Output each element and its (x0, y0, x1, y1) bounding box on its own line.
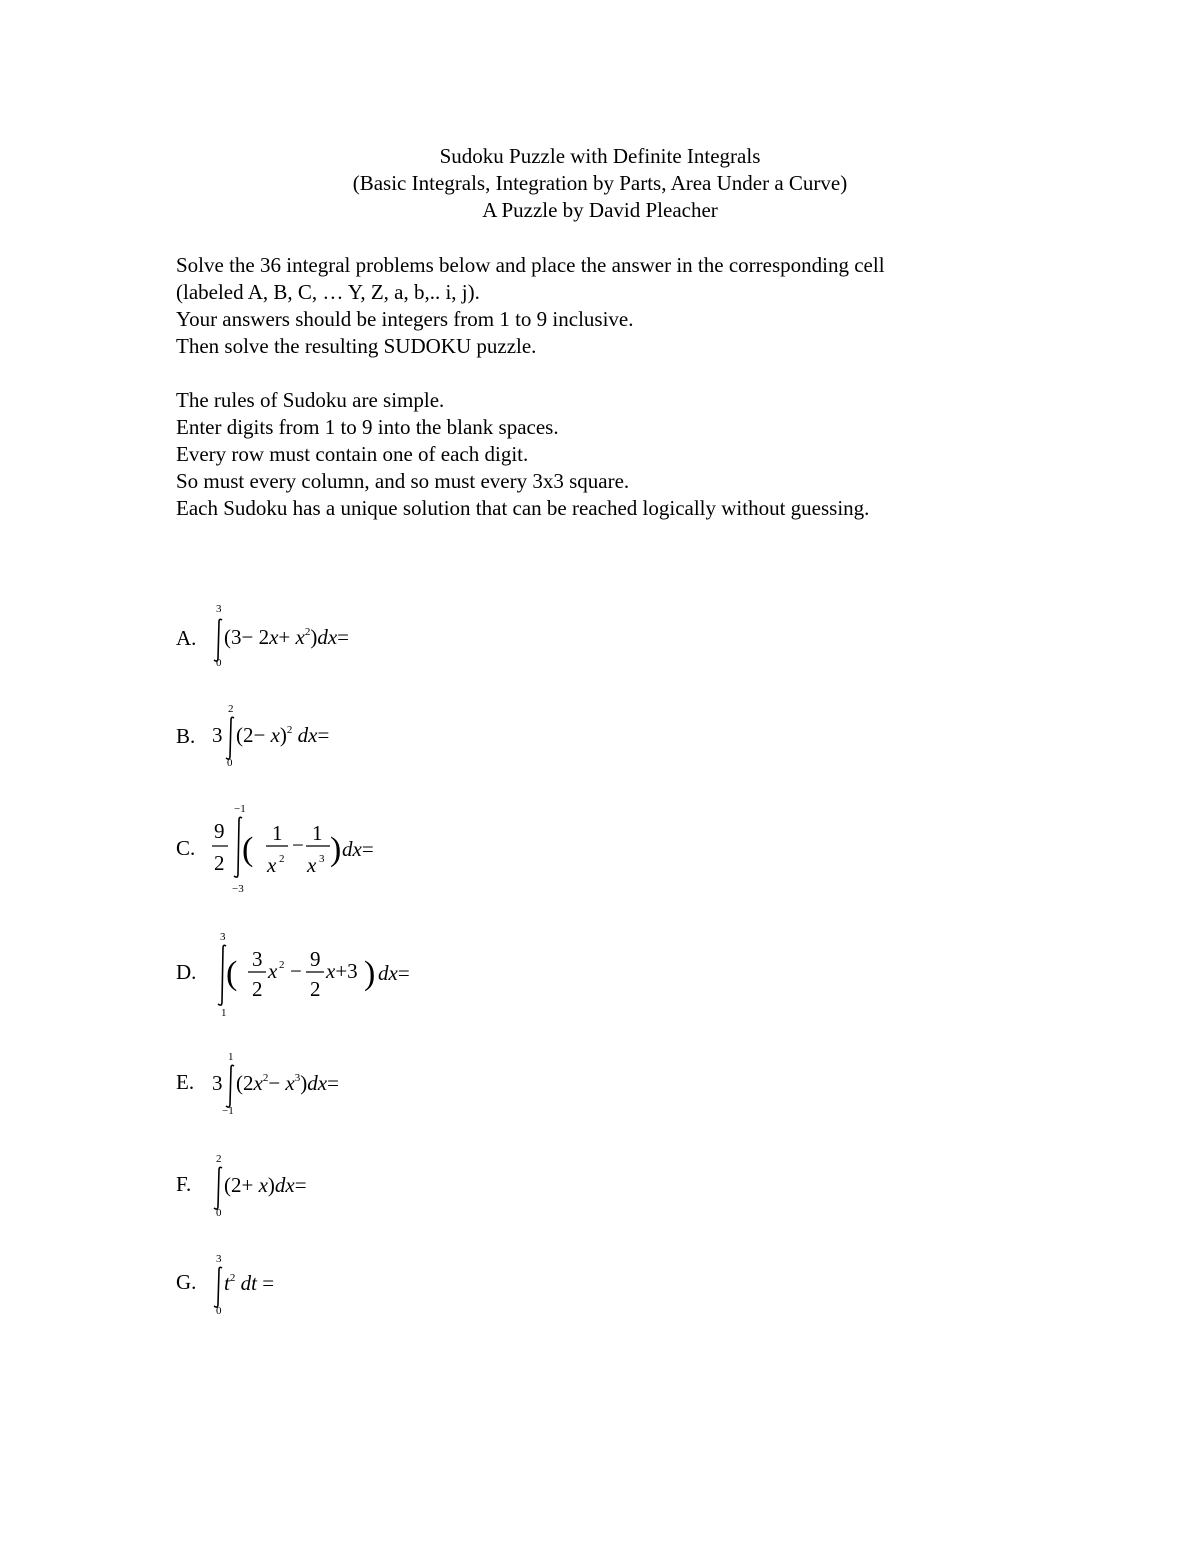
integral-sign-icon (214, 1167, 222, 1209)
svg-text:x: x (307, 853, 317, 877)
integral-expression (212, 1146, 812, 1256)
svg-text:): ) (364, 955, 376, 992)
instruction-line: (labeled A, B, C, … Y, Z, a, b,.. i, j). (176, 280, 480, 304)
integral-sign-icon (226, 1065, 234, 1107)
svg-text:(3− 2x+ x2)dx=: $(3- 2x+ x^2)dx=$ (224, 625, 350, 649)
rules-line: So must every column, and so must every 3x3 square. (176, 469, 630, 493)
page-title: Sudoku Puzzle with Definite Integrals (439, 144, 761, 168)
upper-limit: 3 (216, 603, 222, 615)
integral-expression (212, 592, 812, 702)
svg-text:): ) (330, 831, 342, 868)
integral-expression (212, 798, 812, 908)
svg-text:(: ( (242, 831, 254, 868)
instruction-line: Solve the 36 integral problems below and place the answer in the corresponding cell (176, 253, 885, 277)
rules-line: Each Sudoku has a unique solution that can be reached logically without guessing. (176, 496, 870, 520)
svg-text:−: − (292, 833, 304, 857)
svg-text:x+3: x+3 (326, 959, 358, 983)
svg-text:3: 3 (319, 853, 325, 865)
problem-label: G. (176, 1270, 197, 1294)
svg-text:(2x2− x3)dx=: $(2x^2- x^3)dx=$ (236, 1071, 339, 1095)
author-byline: A Puzzle by David Pleacher (482, 198, 718, 222)
rules-line: Every row must contain one of each digit. (176, 442, 529, 466)
svg-text:9: 9 (310, 947, 321, 971)
svg-text:dx=: dx= (342, 837, 374, 861)
integral-sign-icon (226, 717, 234, 759)
upper-limit: 3 (216, 1253, 222, 1265)
svg-text:3: 3 (252, 947, 263, 971)
integral-expression (212, 694, 812, 804)
integral-sign-icon (218, 945, 226, 1005)
upper-limit: 2 (216, 1153, 222, 1165)
svg-text:9: 9 (214, 819, 225, 843)
svg-text:−: − (290, 959, 302, 983)
problem-label: D. (176, 960, 197, 984)
svg-text:(2+ x)dx=: (2+ x)dx= (224, 1173, 307, 1197)
upper-limit: 2 (228, 703, 234, 715)
svg-text:1: 1 (312, 821, 323, 845)
svg-text:2: 2 (252, 977, 263, 1001)
instruction-line: Your answers should be integers from 1 to 9 inclusive. (176, 307, 634, 331)
problem-label: F. (176, 1172, 192, 1196)
instruction-line: Then solve the resulting SUDOKU puzzle. (176, 334, 537, 358)
lower-limit: 0 (216, 1305, 222, 1317)
upper-limit: −1 (234, 803, 246, 815)
integral-expression (212, 1044, 812, 1154)
upper-limit: 3 (220, 931, 226, 943)
svg-text:x: x (268, 959, 278, 983)
svg-text:(: ( (226, 955, 238, 992)
lower-limit: −1 (222, 1105, 234, 1117)
svg-text:2: 2 (310, 977, 321, 1001)
integral-sign-icon (214, 1267, 222, 1307)
rules-line: Enter digits from 1 to 9 into the blank spaces. (176, 415, 559, 439)
lower-limit: 0 (216, 657, 222, 669)
svg-text:2: 2 (214, 851, 225, 875)
title-block (0, 143, 1200, 224)
lower-limit: 1 (221, 1007, 227, 1019)
integral-sign-icon (234, 817, 242, 877)
rules-line: The rules of Sudoku are simple. (176, 388, 445, 412)
svg-text:2: 2 (279, 959, 285, 971)
instructions (176, 252, 1056, 522)
svg-text:1: 1 (272, 821, 283, 845)
lower-limit: −3 (232, 883, 244, 895)
lower-limit: 0 (216, 1207, 222, 1219)
svg-text:x: x (267, 853, 277, 877)
svg-text:t2 dt =: $t^2$ dt = (224, 1271, 275, 1295)
lower-limit: 0 (227, 757, 233, 769)
integral-expression (212, 1246, 812, 1356)
integral-expression (212, 924, 812, 1034)
page-subtitle: (Basic Integrals, Integration by Parts, Area Under a Curve) (352, 171, 848, 195)
svg-text:2: 2 (279, 853, 285, 865)
integral-sign-icon (214, 619, 222, 661)
problem-label: C. (176, 836, 196, 860)
problem-label: B. (176, 724, 196, 748)
problem-label: A. (176, 626, 197, 650)
upper-limit: 1 (228, 1051, 234, 1063)
coefficient: 3 (212, 723, 223, 747)
coefficient: 3 (212, 1071, 223, 1095)
problem-label: E. (176, 1070, 195, 1094)
svg-text:dx=: dx= (378, 961, 410, 985)
svg-text:(2− x)2 dx=: $(2- x)^2$ dx= (236, 723, 330, 747)
